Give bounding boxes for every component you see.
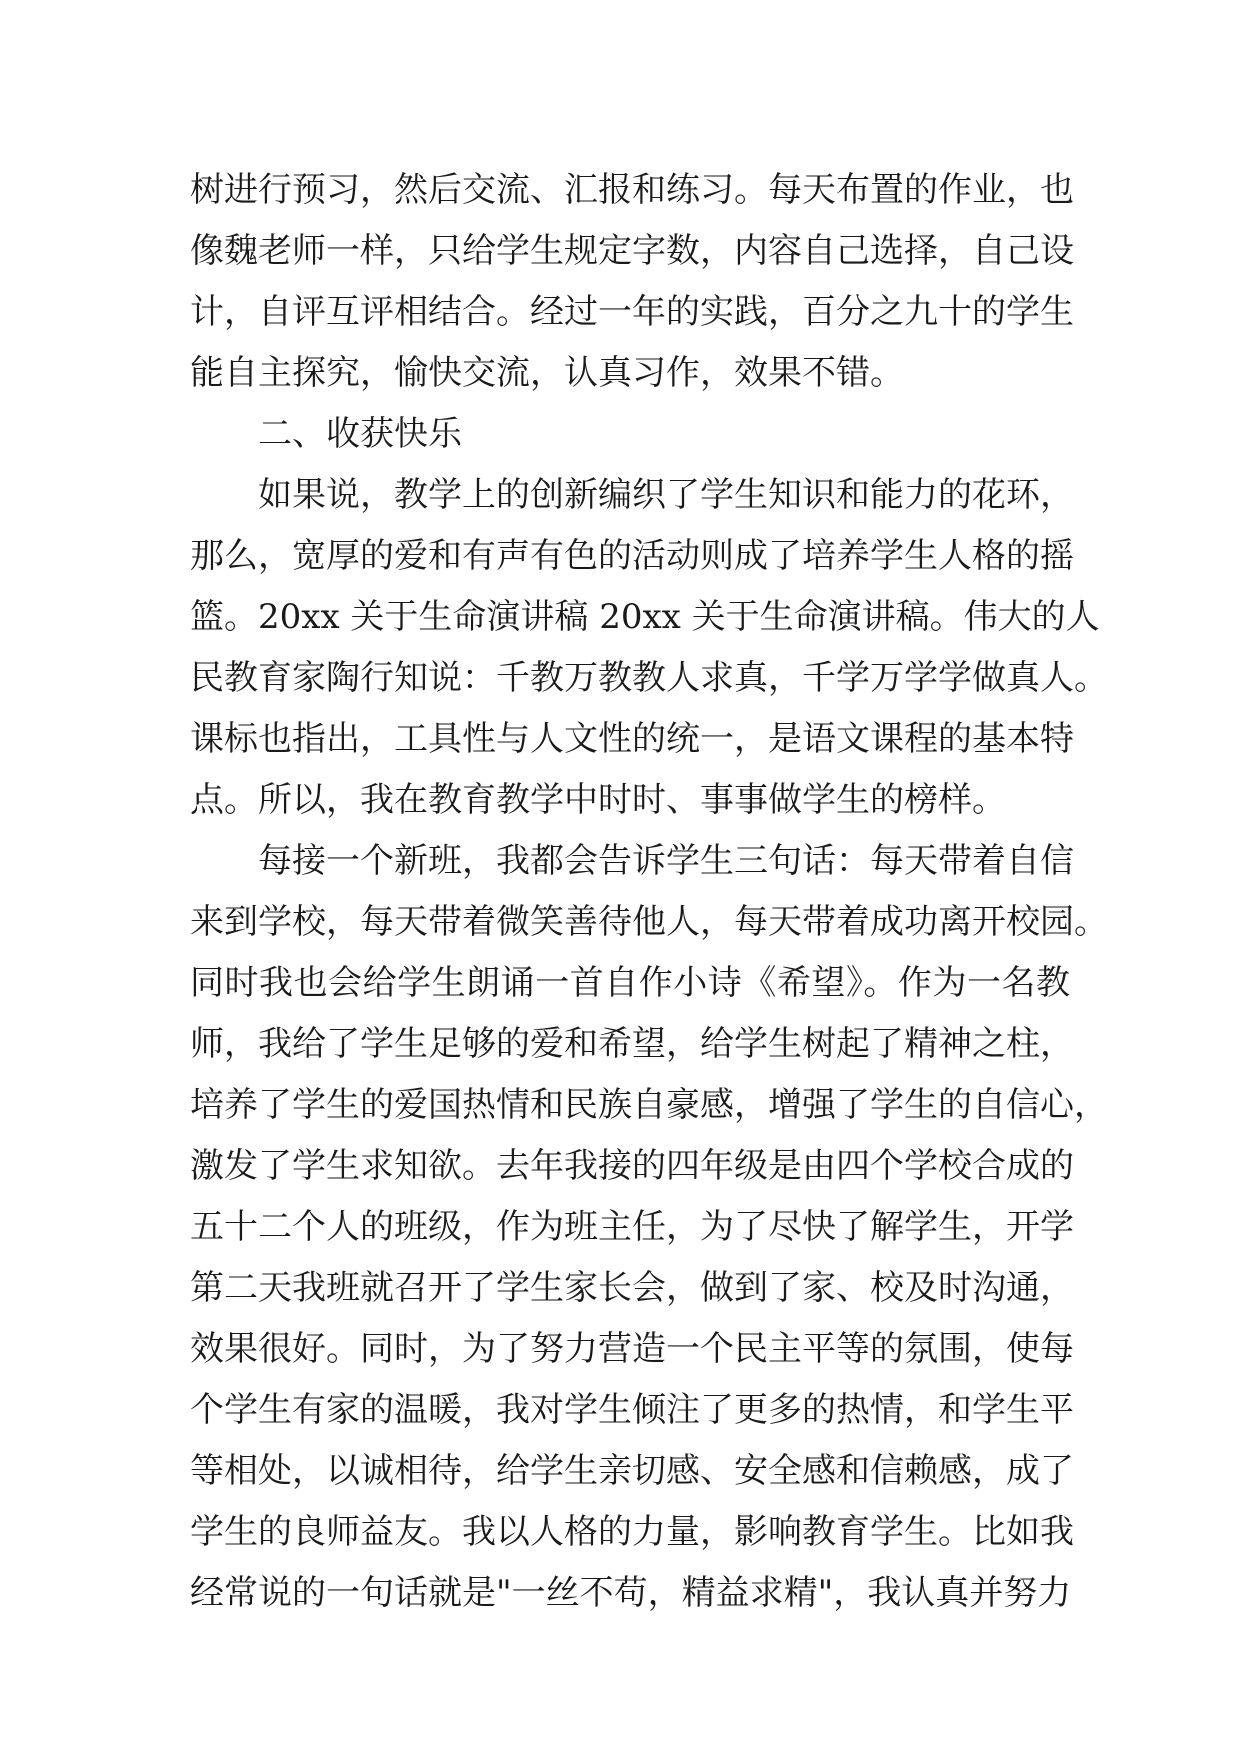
- text-line: 效果很好。同时，为了努力营造一个民主平等的氛围，使每: [190, 1329, 1074, 1369]
- paragraph-first-line: 二、收获快乐: [258, 414, 462, 454]
- text-line: 个学生有家的温暖，我对学生倾注了更多的热情，和学生平: [190, 1390, 1074, 1430]
- text-line: 那么，宽厚的爱和有声有色的活动则成了培养学生人格的摇: [190, 536, 1074, 576]
- text-line: 五十二个人的班级，作为班主任，为了尽快了解学生，开学: [190, 1207, 1074, 1247]
- text-line: 树进行预习，然后交流、汇报和练习。每天布置的作业，也: [190, 170, 1074, 210]
- text-line: 课标也指出，工具性与人文性的统一，是语文课程的基本特: [190, 719, 1074, 759]
- text-line: 培养了学生的爱国热情和民族自豪感，增强了学生的自信心，: [190, 1085, 1108, 1125]
- paragraph-first-line: 如果说，教学上的创新编织了学生知识和能力的花环，: [258, 475, 1074, 515]
- text-line: 学生的良师益友。我以人格的力量，影响教育学生。比如我: [190, 1512, 1074, 1552]
- text-line: 师，我给了学生足够的爱和希望，给学生树起了精神之柱，: [190, 1024, 1074, 1064]
- text-line: 点。所以，我在教育教学中时时、事事做学生的榜样。: [190, 780, 1006, 820]
- text-line: 篮。20xx 关于生命演讲稿 20xx 关于生命演讲稿。伟大的人: [190, 597, 1100, 637]
- text-line: 同时我也会给学生朗诵一首自作小诗《希望》。作为一名教: [190, 963, 1070, 1003]
- text-line: 等相处，以诚相待，给学生亲切感、安全感和信赖感，成了: [190, 1451, 1074, 1491]
- text-line: 来到学校，每天带着微笑善待他人，每天带着成功离开校园。: [190, 902, 1108, 942]
- text-line: 计，自评互评相结合。经过一年的实践，百分之九十的学生: [190, 292, 1074, 332]
- paragraph-first-line: 每接一个新班，我都会告诉学生三句话：每天带着自信: [258, 841, 1074, 881]
- body-text: [190, 160, 1108, 1624]
- text-line: 第二天我班就召开了学生家长会，做到了家、校及时沟通，: [190, 1268, 1074, 1308]
- text-line: 民教育家陶行知说：千教万教教人求真，千学万学学做真人。: [190, 658, 1108, 698]
- text-line: 激发了学生求知欲。去年我接的四年级是由四个学校合成的: [190, 1146, 1074, 1186]
- text-line: 像魏老师一样，只给学生规定字数，内容自己选择，自己设: [190, 231, 1074, 271]
- text-line: 能自主探究，愉快交流，认真习作，效果不错。: [190, 353, 904, 393]
- text-line: 经常说的一句话就是"一丝不苟，精益求精"，我认真并努力: [190, 1573, 1072, 1613]
